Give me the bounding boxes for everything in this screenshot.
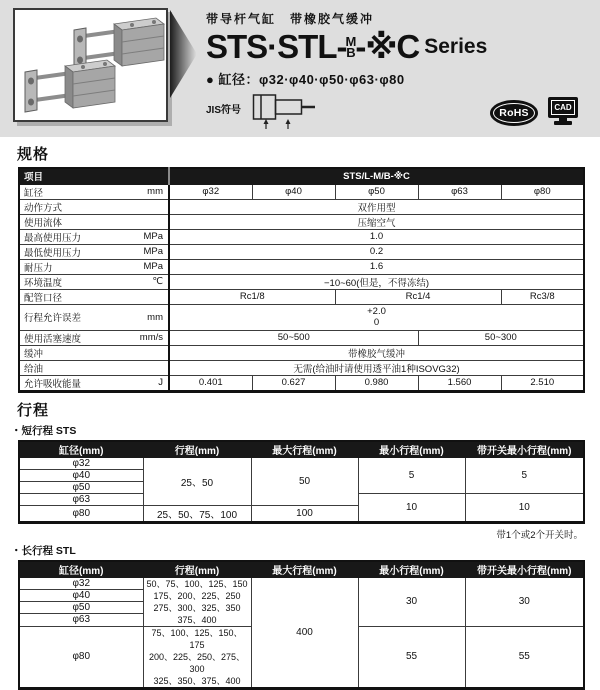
stl-bullet-label: ・长行程 STL bbox=[11, 544, 76, 557]
sts-min-switch-cell: 5 bbox=[465, 457, 584, 493]
spec-value-cell: φ63 bbox=[418, 184, 501, 199]
spec-value-cell: 2.510 bbox=[501, 375, 584, 391]
spec-value-cell: φ32 bbox=[169, 184, 252, 199]
spec-header-row bbox=[19, 168, 584, 184]
spec-label-cell: 耐压力 MPa bbox=[19, 259, 169, 274]
spec-value-cell: 50~500 bbox=[169, 330, 418, 345]
spec-value-cell: φ80 bbox=[501, 184, 584, 199]
spec-value-cell: 0.2 bbox=[169, 244, 584, 259]
spec-value-cell: 0.627 bbox=[252, 375, 335, 391]
arrow-triangle-icon bbox=[170, 10, 197, 98]
spec-label-cell: 允许吸收能量 J bbox=[19, 375, 169, 391]
spec-row-lubrication bbox=[19, 360, 584, 375]
stl-header-cell: 最大行程(mm) bbox=[251, 561, 358, 578]
sts-min-stroke-cell: 5 bbox=[358, 457, 465, 493]
stl-row bbox=[19, 577, 584, 589]
spec-row-action bbox=[19, 199, 584, 214]
spec-header-model: STS/L-M/B-※C bbox=[169, 168, 584, 184]
spec-label-cell: 缓冲 bbox=[19, 345, 169, 360]
sts-bore-cell: φ32 bbox=[19, 457, 143, 469]
spec-row-energy bbox=[19, 375, 584, 391]
stl-bore-cell: φ50 bbox=[19, 602, 143, 614]
spec-value-cell: 1.560 bbox=[418, 375, 501, 391]
spec-label-cell: 动作方式 bbox=[19, 199, 169, 214]
spec-label-cell: 使用活塞速度 mm/s bbox=[19, 330, 169, 345]
page-header bbox=[0, 0, 600, 137]
sts-bore-cell: φ63 bbox=[19, 493, 143, 505]
spec-value-cell: 1.0 bbox=[169, 229, 584, 244]
sts-stroke-cell: 25、50、75、100 bbox=[143, 505, 251, 522]
stl-bore-cell: φ32 bbox=[19, 577, 143, 589]
spec-value-cell: 0.401 bbox=[169, 375, 252, 391]
spec-label-cell: 给油 bbox=[19, 360, 169, 375]
spec-value-cell: 0.980 bbox=[335, 375, 418, 391]
spec-row-bore bbox=[19, 184, 584, 199]
sts-bore-cell: φ40 bbox=[19, 469, 143, 481]
series-title-suffix: -※C bbox=[355, 28, 420, 65]
sts-header-cell: 带开关最小行程(mm) bbox=[465, 441, 584, 458]
stl-header-cell: 最小行程(mm) bbox=[358, 561, 465, 578]
spec-header-item: 项目 bbox=[19, 168, 169, 184]
stl-header-cell: 行程(mm) bbox=[143, 561, 251, 578]
sts-bore-cell: φ80 bbox=[19, 505, 143, 522]
spec-value-cell: 压缩空气 bbox=[169, 214, 584, 229]
subtitle-features: 带导杆气缸 带橡胶气缓冲 bbox=[206, 12, 375, 26]
sts-max-stroke-cell: 50 bbox=[251, 457, 358, 505]
product-photo bbox=[13, 8, 168, 122]
spec-row-stroke-tolerance bbox=[19, 304, 584, 330]
spec-table bbox=[18, 167, 585, 393]
series-title-prefix: STS·STL- bbox=[206, 28, 347, 65]
spec-row-piston-speed bbox=[19, 330, 584, 345]
spec-value-cell: 双作用型 bbox=[169, 199, 584, 214]
spec-row-port-size bbox=[19, 289, 584, 304]
spec-value-cell: −10~60(但是，不得冻结) bbox=[169, 274, 584, 289]
jis-cylinder-symbol-icon bbox=[252, 92, 318, 132]
jis-symbol-label: JIS符号 bbox=[206, 105, 242, 116]
series-word: Series bbox=[424, 35, 488, 58]
sts-header-cell: 行程(mm) bbox=[143, 441, 251, 458]
spec-value-cell: 无需(给油时请使用透平油1种ISOVG32) bbox=[169, 360, 584, 375]
spec-row-max-pressure bbox=[19, 229, 584, 244]
cad-badge bbox=[548, 97, 578, 125]
spec-value-cell: +2.0 0 bbox=[169, 304, 584, 330]
sts-header-cell: 最小行程(mm) bbox=[358, 441, 465, 458]
cad-badge-label: CAD bbox=[551, 100, 575, 115]
sts-bullet-label: ・短行程 STS bbox=[11, 424, 77, 437]
series-title bbox=[206, 29, 592, 65]
spec-label-cell: 配管口径 bbox=[19, 289, 169, 304]
stl-bore-cell: φ40 bbox=[19, 589, 143, 601]
spec-value-cell: φ40 bbox=[252, 184, 335, 199]
stl-min-stroke-cell: 30 bbox=[358, 577, 465, 626]
spec-label-cell: 最低使用压力 MPa bbox=[19, 244, 169, 259]
stl-header-cell: 带开关最小行程(mm) bbox=[465, 561, 584, 578]
spec-row-proof-pressure bbox=[19, 259, 584, 274]
stl-bore-cell: φ63 bbox=[19, 614, 143, 626]
spec-value-cell: φ50 bbox=[335, 184, 418, 199]
stroke-section-heading: 行程 bbox=[17, 401, 50, 419]
switch-note: 带1个或2个开关时。 bbox=[496, 529, 583, 541]
spec-label-cell: 行程允许误差 mm bbox=[19, 304, 169, 330]
spec-row-min-pressure bbox=[19, 244, 584, 259]
sts-header-cell: 最大行程(mm) bbox=[251, 441, 358, 458]
sts-row bbox=[19, 457, 584, 469]
spec-label-cell: 使用流体 bbox=[19, 214, 169, 229]
spec-value-cell: 1.6 bbox=[169, 259, 584, 274]
spec-value-cell: Rc1/4 bbox=[335, 289, 501, 304]
spec-label-cell: 缸径 mm bbox=[19, 184, 169, 199]
rohs-badge-label: RoHS bbox=[493, 103, 535, 123]
sts-max-stroke-cell: 100 bbox=[251, 505, 358, 522]
cad-monitor-icon bbox=[548, 97, 578, 118]
sts-bore-cell: φ50 bbox=[19, 481, 143, 493]
title-block bbox=[206, 10, 592, 88]
spec-row-fluid bbox=[19, 214, 584, 229]
spec-value-cell: Rc1/8 bbox=[169, 289, 335, 304]
sts-stroke-cell: 25、50 bbox=[143, 457, 251, 505]
bore-size-line: ● 缸径：φ32·φ40·φ50·φ63·φ80 bbox=[206, 72, 405, 87]
spec-section-heading: 规格 bbox=[17, 146, 50, 163]
stl-min-switch-cell: 55 bbox=[465, 626, 584, 688]
stl-header-cell: 缸径(mm) bbox=[19, 561, 143, 578]
spec-value-cell: 50~300 bbox=[418, 330, 584, 345]
sts-min-stroke-cell: 10 bbox=[358, 493, 465, 522]
stl-min-switch-cell: 30 bbox=[465, 577, 584, 626]
rohs-badge bbox=[490, 100, 538, 126]
stl-min-stroke-cell: 55 bbox=[358, 626, 465, 688]
stl-bore-cell: φ80 bbox=[19, 626, 143, 688]
stl-stroke-table bbox=[18, 560, 585, 690]
stl-max-stroke-cell: 400 bbox=[251, 577, 358, 688]
spec-value-cell: 带橡胶气缓冲 bbox=[169, 345, 584, 360]
sts-header-cell: 缸径(mm) bbox=[19, 441, 143, 458]
stl-stroke-cell: 50、75、100、125、150 175、200、225、250 275、300、325、350 375、400 bbox=[143, 577, 251, 626]
sts-stroke-table bbox=[18, 440, 585, 524]
series-title-mb-stack: M B bbox=[345, 34, 357, 60]
stl-header-row bbox=[19, 561, 584, 578]
sts-header-row bbox=[19, 441, 584, 458]
stl-stroke-cell: 75、100、125、150、175 200、225、250、275、300 325、350、375、400 bbox=[143, 626, 251, 688]
spec-label-cell: 环境温度 ℃ bbox=[19, 274, 169, 289]
sts-min-switch-cell: 10 bbox=[465, 493, 584, 522]
guided-cylinder-illustration bbox=[15, 10, 166, 120]
spec-row-ambient-temp bbox=[19, 274, 584, 289]
spec-label-cell: 最高使用压力 MPa bbox=[19, 229, 169, 244]
spec-row-cushion bbox=[19, 345, 584, 360]
spec-value-cell: Rc3/8 bbox=[501, 289, 584, 304]
